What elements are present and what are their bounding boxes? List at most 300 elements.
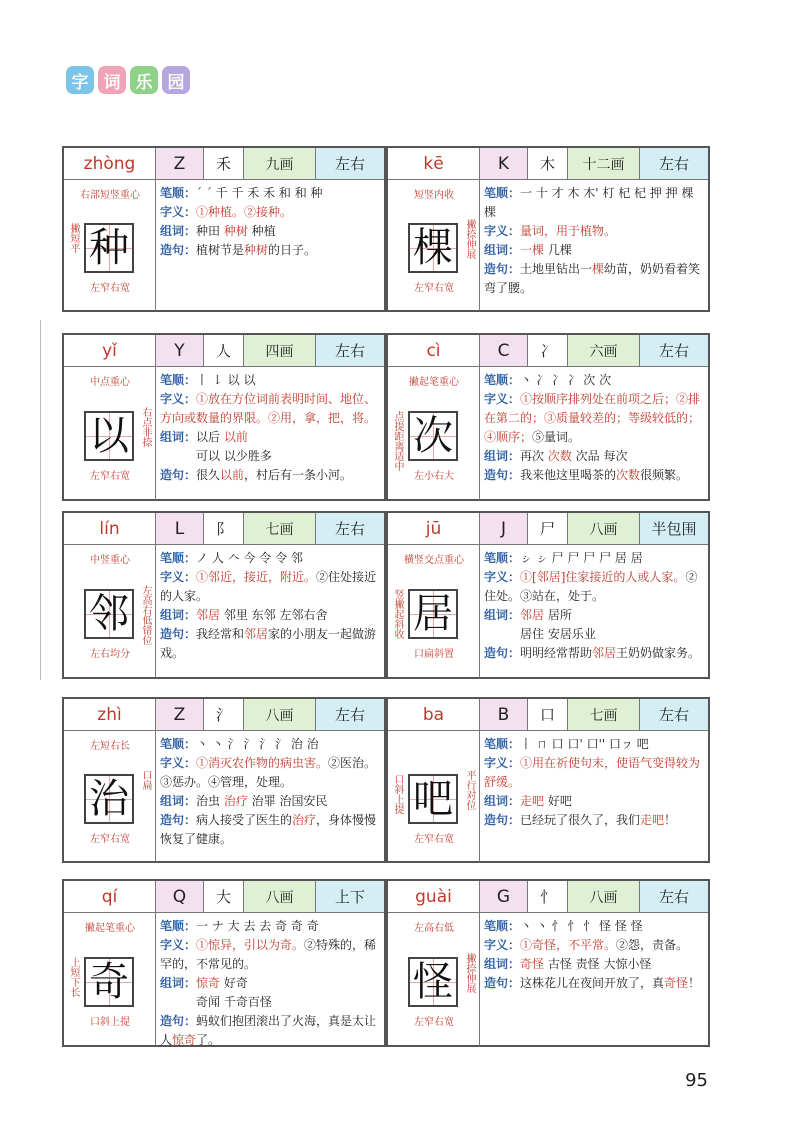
structure: 左右 bbox=[640, 699, 708, 730]
stroke-order: 丶 丶 忄 忄 忄 怪 怪 怪 bbox=[520, 919, 643, 933]
sentence-end: 王奶奶做家务。 bbox=[616, 646, 701, 660]
writing-note-top: 中竖重心 bbox=[90, 555, 130, 566]
sentence-line bbox=[160, 466, 380, 485]
stroke-order-line bbox=[484, 917, 704, 936]
writing-note-bottom: 左小右大 bbox=[414, 471, 454, 482]
radical: 木 bbox=[528, 148, 568, 179]
sentence-label: 造句： bbox=[160, 468, 197, 482]
meaning-line bbox=[484, 936, 704, 955]
sentence-highlight: 次数 bbox=[616, 468, 641, 482]
words-line bbox=[160, 428, 380, 447]
pinyin: jū bbox=[388, 513, 480, 544]
card-header bbox=[388, 148, 708, 180]
stroke-order-line bbox=[484, 371, 704, 390]
writing-note-bottom: 左窄右宽 bbox=[414, 1017, 454, 1028]
stroke-order: 丨 ㄇ 口 口' 口'' 口ㇷ 吧 bbox=[520, 737, 649, 751]
character-details bbox=[480, 731, 708, 862]
sentence-line bbox=[484, 644, 704, 663]
meaning-primary: ①用在祈使句末，使语气变得较为舒缓。 bbox=[484, 756, 701, 789]
meaning-line bbox=[484, 390, 704, 447]
words-line bbox=[160, 222, 380, 241]
char-card-8 bbox=[62, 879, 386, 1047]
meaning-more: ②特殊的，稀罕的，不常见的。 bbox=[160, 938, 377, 971]
card-body bbox=[388, 913, 708, 1046]
sentence-highlight: 邻居 bbox=[592, 646, 617, 660]
stroke-order-label: 笔顺： bbox=[484, 737, 521, 751]
words-line bbox=[484, 792, 704, 811]
stroke-order: ㇱ ㇱ 尸 尸 尸 尸 居 居 bbox=[520, 551, 643, 565]
sentence-end: 幼苗，奶奶看着笑弯了腰。 bbox=[484, 262, 701, 295]
meaning-primary: ①奇怪，不平常。 bbox=[520, 938, 617, 952]
stroke-count: 八画 bbox=[568, 513, 640, 544]
character-grid bbox=[84, 589, 134, 639]
meaning-line bbox=[484, 222, 704, 241]
sentence-label: 造句： bbox=[160, 243, 197, 257]
sentence-line bbox=[484, 260, 704, 298]
stroke-order-line bbox=[160, 371, 380, 390]
char-card-4 bbox=[62, 511, 386, 679]
meaning-label: 字义： bbox=[160, 570, 197, 584]
sentence-label: 造句： bbox=[484, 468, 521, 482]
sentence-end: ！ bbox=[688, 976, 701, 990]
sentence-start: 植树节是 bbox=[196, 243, 245, 257]
initial-letter: Y bbox=[156, 335, 204, 366]
writing-note-right: 左高右低错位 bbox=[140, 585, 151, 645]
word: 以后 bbox=[196, 430, 224, 444]
words-label: 组词： bbox=[484, 957, 521, 971]
stroke-order: 丶 冫 冫 冫 次 次 bbox=[520, 373, 612, 387]
radical: 冫 bbox=[528, 335, 568, 366]
words-label: 组词： bbox=[160, 430, 197, 444]
card-header bbox=[64, 148, 384, 180]
word-highlight: 邻居 bbox=[196, 608, 221, 622]
sentence-end: ，身体慢慢恢复了健康。 bbox=[160, 813, 377, 846]
meaning-label: 字义： bbox=[484, 570, 521, 584]
radical: 忄 bbox=[528, 881, 568, 912]
card-body bbox=[64, 731, 384, 862]
meaning-line bbox=[160, 203, 380, 222]
char-card-6 bbox=[62, 697, 386, 863]
initial-letter: C bbox=[480, 335, 528, 366]
writing-note-right: 口扁 bbox=[140, 770, 151, 790]
pinyin: yǐ bbox=[64, 335, 156, 366]
char-card-3 bbox=[386, 333, 710, 501]
sentence-line bbox=[484, 974, 704, 993]
stroke-count: 十二画 bbox=[568, 148, 640, 179]
section-header bbox=[66, 66, 190, 94]
meaning-more: ②住处接近的人家。 bbox=[160, 570, 377, 603]
sentence-label: 造句： bbox=[160, 813, 197, 827]
card-header bbox=[388, 881, 708, 913]
character-details bbox=[480, 367, 708, 500]
radical: 氵 bbox=[204, 699, 244, 730]
initial-letter: B bbox=[480, 699, 528, 730]
sentence-highlight: 棵 bbox=[592, 262, 605, 276]
words-line-2: 可以 以少胜多 bbox=[196, 449, 272, 463]
sentence-line bbox=[160, 811, 380, 849]
sentence-start: 很久 bbox=[196, 468, 221, 482]
sentence-highlight: 邻居 bbox=[244, 627, 269, 641]
sentence-line bbox=[484, 466, 704, 485]
sentence-start: 已经玩了很久了，我们 bbox=[520, 813, 641, 827]
meaning-line bbox=[160, 936, 380, 974]
stroke-order-label: 笔顺： bbox=[484, 551, 521, 565]
character-details bbox=[156, 545, 384, 678]
sentence-end: 家的小朋友一起做游戏。 bbox=[160, 627, 377, 660]
stroke-count: 八画 bbox=[244, 699, 316, 730]
word-highlight: 种树 bbox=[223, 224, 248, 238]
writing-note-bottom: 左窄右宽 bbox=[90, 471, 130, 482]
writing-note-top: 右部短竖重心 bbox=[80, 190, 140, 201]
meaning-primary: 量词，用于植物。 bbox=[520, 224, 617, 238]
writing-note-bottom: 左窄右宽 bbox=[90, 283, 130, 294]
pinyin: cì bbox=[388, 335, 480, 366]
character: 以 bbox=[89, 413, 129, 459]
pinyin: zhì bbox=[64, 699, 156, 730]
meaning-label: 字义： bbox=[484, 756, 521, 770]
meaning-line bbox=[160, 390, 380, 428]
stroke-order: ノ 人 𠆢 今 令 令 邻 bbox=[196, 551, 303, 565]
writing-note-top: 横竖交点重心 bbox=[404, 555, 464, 566]
word-more: 治罪 治国安民 bbox=[247, 794, 328, 808]
radical: 大 bbox=[204, 881, 244, 912]
word-highlight: 次数 bbox=[547, 449, 572, 463]
meaning-primary: ①[邻居]住家接近的人或人家。 bbox=[520, 570, 686, 584]
words-label: 组词： bbox=[484, 608, 521, 622]
meaning-line bbox=[484, 568, 704, 606]
character-grid bbox=[84, 774, 134, 824]
stroke-order-line bbox=[160, 735, 380, 754]
char-card-1 bbox=[386, 146, 710, 312]
meaning-more: ②住处。③站在，处于。 bbox=[484, 570, 698, 603]
card-header bbox=[64, 881, 384, 913]
sentence-highlight: 种树 bbox=[244, 243, 269, 257]
word-more: 古怪 责怪 大惊小怪 bbox=[544, 957, 652, 971]
writing-note-right: 平行对位 bbox=[464, 770, 475, 810]
sentence-start: 土地里钻出一 bbox=[520, 262, 593, 276]
structure: 左右 bbox=[316, 148, 384, 179]
stroke-count: 八画 bbox=[568, 881, 640, 912]
words-line bbox=[484, 241, 704, 260]
margin-line bbox=[40, 320, 41, 680]
writing-note-top: 撇起笔重心 bbox=[409, 377, 459, 388]
stroke-count: 六画 bbox=[568, 335, 640, 366]
initial-letter: L bbox=[156, 513, 204, 544]
sentence-highlight: 治疗 bbox=[292, 813, 317, 827]
character-details bbox=[156, 731, 384, 862]
radical: 阝 bbox=[204, 513, 244, 544]
writing-note-left: 撇短平 bbox=[68, 223, 79, 253]
words-label: 组词： bbox=[160, 976, 197, 990]
meaning-label: 字义： bbox=[484, 224, 521, 238]
character-grid bbox=[408, 223, 458, 273]
stroke-order: ´ ˊ 千 千 禾 禾 和 和 种 bbox=[196, 186, 323, 200]
meaning-label: 字义： bbox=[160, 756, 197, 770]
words-line bbox=[160, 974, 380, 993]
words-line-2: 奇闻 千奇百怪 bbox=[196, 995, 272, 1009]
sentence-start: 蚂蚁们抱团滚出了火海，真是太让人 bbox=[160, 1014, 377, 1047]
structure: 左右 bbox=[640, 881, 708, 912]
stroke-order-label: 笔顺： bbox=[160, 551, 197, 565]
header-char: 园 bbox=[162, 66, 190, 94]
writing-guide bbox=[64, 367, 156, 500]
words-line bbox=[160, 606, 380, 625]
character: 治 bbox=[89, 776, 129, 822]
meaning-line bbox=[160, 754, 380, 792]
sentence-line bbox=[160, 241, 380, 260]
word-highlight: 一棵 bbox=[520, 243, 545, 257]
page-number: 95 bbox=[685, 1070, 708, 1091]
word: 种田 bbox=[196, 224, 224, 238]
writing-guide bbox=[388, 913, 480, 1046]
character: 邻 bbox=[89, 591, 129, 637]
word: 治虫 bbox=[196, 794, 224, 808]
writing-note-bottom: 左右均分 bbox=[90, 649, 130, 660]
word-highlight: 走吧 bbox=[520, 794, 545, 808]
stroke-order-line bbox=[484, 549, 704, 568]
radical: 尸 bbox=[528, 513, 568, 544]
sentence-start: 病人接受了医生的 bbox=[196, 813, 293, 827]
character-grid bbox=[408, 589, 458, 639]
sentence-label: 造句： bbox=[160, 627, 197, 641]
structure: 左右 bbox=[640, 148, 708, 179]
radical: 禾 bbox=[204, 148, 244, 179]
writing-guide bbox=[64, 731, 156, 862]
structure: 半包围 bbox=[640, 513, 708, 544]
word-highlight: 邻居 bbox=[520, 608, 545, 622]
initial-letter: Z bbox=[156, 148, 204, 179]
writing-note-right: 右点非捺 bbox=[140, 407, 151, 447]
meaning-primary: ①惊异，引以为奇。 bbox=[196, 938, 305, 952]
card-body bbox=[64, 545, 384, 678]
sentence-label: 造句： bbox=[484, 813, 521, 827]
sentence-label: 造句： bbox=[160, 1014, 197, 1028]
radical: 口 bbox=[528, 699, 568, 730]
writing-note-left: 口斜上提 bbox=[392, 774, 403, 814]
meaning-line bbox=[484, 754, 704, 792]
card-body bbox=[388, 180, 708, 311]
sentence-end: 的日子。 bbox=[268, 243, 317, 257]
pinyin: guài bbox=[388, 881, 480, 912]
stroke-order-line bbox=[160, 549, 380, 568]
sentence-highlight: 惊奇 bbox=[172, 1033, 197, 1047]
pinyin: ba bbox=[388, 699, 480, 730]
sentence-start: 我经常和 bbox=[196, 627, 245, 641]
sentence-line bbox=[484, 811, 704, 830]
initial-letter: J bbox=[480, 513, 528, 544]
word-more: 居所 bbox=[544, 608, 572, 622]
stroke-count: 九画 bbox=[244, 148, 316, 179]
words-label: 组词： bbox=[160, 224, 197, 238]
words-label: 组词： bbox=[160, 794, 197, 808]
char-card-9 bbox=[386, 879, 710, 1047]
writing-note-left: 上短下长 bbox=[68, 957, 79, 997]
word-more: 邻里 东邻 左邻右舍 bbox=[220, 608, 328, 622]
word-more: 种植 bbox=[247, 224, 276, 238]
writing-note-top: 短竖内收 bbox=[414, 190, 454, 201]
stroke-order: 一 ナ 大 去 去 奇 奇 奇 bbox=[196, 919, 319, 933]
initial-letter: Q bbox=[156, 881, 204, 912]
character: 奇 bbox=[89, 959, 129, 1005]
card-body bbox=[388, 731, 708, 862]
char-card-0 bbox=[62, 146, 386, 312]
character-details bbox=[480, 913, 708, 1046]
words-label: 组词： bbox=[484, 794, 521, 808]
initial-letter: K bbox=[480, 148, 528, 179]
meaning-label: 字义： bbox=[160, 938, 197, 952]
character-details bbox=[480, 180, 708, 311]
meaning-label: 字义： bbox=[484, 392, 521, 406]
writing-note-top: 左高右低 bbox=[414, 923, 454, 934]
stroke-order-label: 笔顺： bbox=[160, 373, 197, 387]
stroke-count: 四画 bbox=[244, 335, 316, 366]
meaning-line bbox=[160, 568, 380, 606]
stroke-order-label: 笔顺： bbox=[484, 186, 521, 200]
card-header bbox=[64, 699, 384, 731]
character-details bbox=[156, 367, 384, 500]
character: 居 bbox=[413, 591, 453, 637]
words-line bbox=[160, 792, 380, 811]
initial-letter: G bbox=[480, 881, 528, 912]
structure: 上下 bbox=[316, 881, 384, 912]
card-header bbox=[388, 335, 708, 367]
word-highlight: 惊奇 bbox=[196, 976, 221, 990]
character-grid bbox=[408, 957, 458, 1007]
card-body bbox=[64, 180, 384, 311]
structure: 左右 bbox=[316, 699, 384, 730]
meaning-more: ②医治。③惩办。④管理，处理。 bbox=[160, 756, 377, 789]
stroke-order-label: 笔顺： bbox=[160, 737, 197, 751]
character-grid bbox=[84, 223, 134, 273]
meaning-primary: ①放在方位词前表明时间、地位、方向或数量的界限。②用，拿，把，将。 bbox=[160, 392, 377, 425]
meaning-more: ②怨，责备。 bbox=[616, 938, 689, 952]
meaning-primary: ①消灭农作物的病虫害。 bbox=[196, 756, 329, 770]
word-more: 几棵 bbox=[544, 243, 572, 257]
character-details bbox=[480, 545, 708, 678]
stroke-order-label: 笔顺： bbox=[484, 919, 521, 933]
words-label: 组词： bbox=[484, 243, 521, 257]
meaning-primary: ①种植。②接种。 bbox=[196, 205, 293, 219]
words-line bbox=[484, 955, 704, 974]
writing-note-bottom: 左窄右宽 bbox=[414, 283, 454, 294]
sentence-end: 了。 bbox=[196, 1033, 221, 1047]
header-char: 字 bbox=[66, 66, 94, 94]
writing-guide bbox=[64, 913, 156, 1046]
stroke-order-line bbox=[484, 735, 704, 754]
structure: 左右 bbox=[640, 335, 708, 366]
word-highlight: 治疗 bbox=[223, 794, 248, 808]
initial-letter: Z bbox=[156, 699, 204, 730]
character: 吧 bbox=[413, 776, 453, 822]
character-details bbox=[156, 913, 384, 1046]
meaning-primary: ①邻近，接近，附近。 bbox=[196, 570, 317, 584]
card-header bbox=[388, 513, 708, 545]
writing-note-top: 撇起笔重心 bbox=[85, 923, 135, 934]
sentence-line bbox=[160, 1012, 380, 1050]
stroke-order: 丨 ㇙ 以 以 bbox=[196, 373, 256, 387]
character: 次 bbox=[413, 413, 453, 459]
sentence-end: ，村后有一条小河。 bbox=[244, 468, 353, 482]
writing-note-bottom: 左窄右宽 bbox=[90, 834, 130, 845]
meaning-label: 字义： bbox=[484, 938, 521, 952]
character: 棵 bbox=[413, 225, 453, 271]
sentence-end: ！ bbox=[664, 813, 677, 827]
sentence-start: 这株花儿在夜间开放了，真 bbox=[520, 976, 665, 990]
writing-note-right: 撇捺伸展 bbox=[464, 219, 475, 259]
writing-guide bbox=[388, 545, 480, 678]
writing-note-bottom: 口扁斜置 bbox=[414, 649, 454, 660]
words-label: 组词： bbox=[484, 449, 521, 463]
character: 怪 bbox=[413, 959, 453, 1005]
char-card-5 bbox=[386, 511, 710, 679]
character-grid bbox=[408, 411, 458, 461]
card-body bbox=[64, 367, 384, 500]
stroke-count: 七画 bbox=[568, 699, 640, 730]
writing-note-left: 竖撇起斜收 bbox=[392, 589, 403, 639]
stroke-order-label: 笔顺： bbox=[484, 373, 521, 387]
writing-note-left: 点提距离适中 bbox=[392, 411, 403, 471]
stroke-order-line bbox=[160, 917, 380, 936]
words-line bbox=[484, 447, 704, 466]
writing-note-right: 撇捺伸展 bbox=[464, 953, 475, 993]
writing-guide bbox=[388, 180, 480, 311]
character-grid bbox=[408, 774, 458, 824]
stroke-order: 一 十 才 木 木' 朾 杞 杞 押 押 棵 棵 bbox=[484, 186, 694, 219]
card-body bbox=[388, 367, 708, 500]
pinyin: qí bbox=[64, 881, 156, 912]
stroke-order-label: 笔顺： bbox=[160, 919, 197, 933]
structure: 左右 bbox=[316, 335, 384, 366]
word-highlight: 奇怪 bbox=[520, 957, 545, 971]
stroke-count: 八画 bbox=[244, 881, 316, 912]
sentence-highlight: 以前 bbox=[220, 468, 245, 482]
writing-guide bbox=[64, 545, 156, 678]
words-label: 组词： bbox=[160, 608, 197, 622]
sentence-line bbox=[160, 625, 380, 663]
header-char: 乐 bbox=[130, 66, 158, 94]
meaning-label: 字义： bbox=[160, 205, 197, 219]
stroke-order-label: 笔顺： bbox=[160, 186, 197, 200]
writing-guide bbox=[64, 180, 156, 311]
meaning-primary: ①按顺序排列处在前项之后；②排在第二的；③质量较差的；等级较低的；④顺序； bbox=[484, 392, 701, 444]
sentence-label: 造句： bbox=[484, 262, 521, 276]
sentence-label: 造句： bbox=[484, 976, 521, 990]
character-details bbox=[156, 180, 384, 311]
card-header bbox=[64, 335, 384, 367]
word-more: 好奇 bbox=[220, 976, 248, 990]
pinyin: kē bbox=[388, 148, 480, 179]
stroke-order-line bbox=[160, 184, 380, 203]
char-card-7 bbox=[386, 697, 710, 863]
writing-guide bbox=[388, 367, 480, 500]
sentence-highlight: 走吧 bbox=[640, 813, 665, 827]
character: 种 bbox=[89, 225, 129, 271]
header-char: 词 bbox=[98, 66, 126, 94]
stroke-order-line bbox=[484, 184, 704, 222]
writing-note-top: 左短右长 bbox=[90, 741, 130, 752]
words-line bbox=[484, 606, 704, 625]
words-line-2: 居住 安居乐业 bbox=[520, 627, 596, 641]
pinyin: lín bbox=[64, 513, 156, 544]
writing-note-bottom: 口斜上提 bbox=[90, 1017, 130, 1028]
sentence-highlight: 奇怪 bbox=[664, 976, 689, 990]
writing-note-top: 中点重心 bbox=[90, 377, 130, 388]
char-card-2 bbox=[62, 333, 386, 501]
word-more: 次品 每次 bbox=[571, 449, 628, 463]
sentence-start: 明明经常帮助 bbox=[520, 646, 593, 660]
word-more: 好吧 bbox=[544, 794, 572, 808]
word: 再次 bbox=[520, 449, 548, 463]
